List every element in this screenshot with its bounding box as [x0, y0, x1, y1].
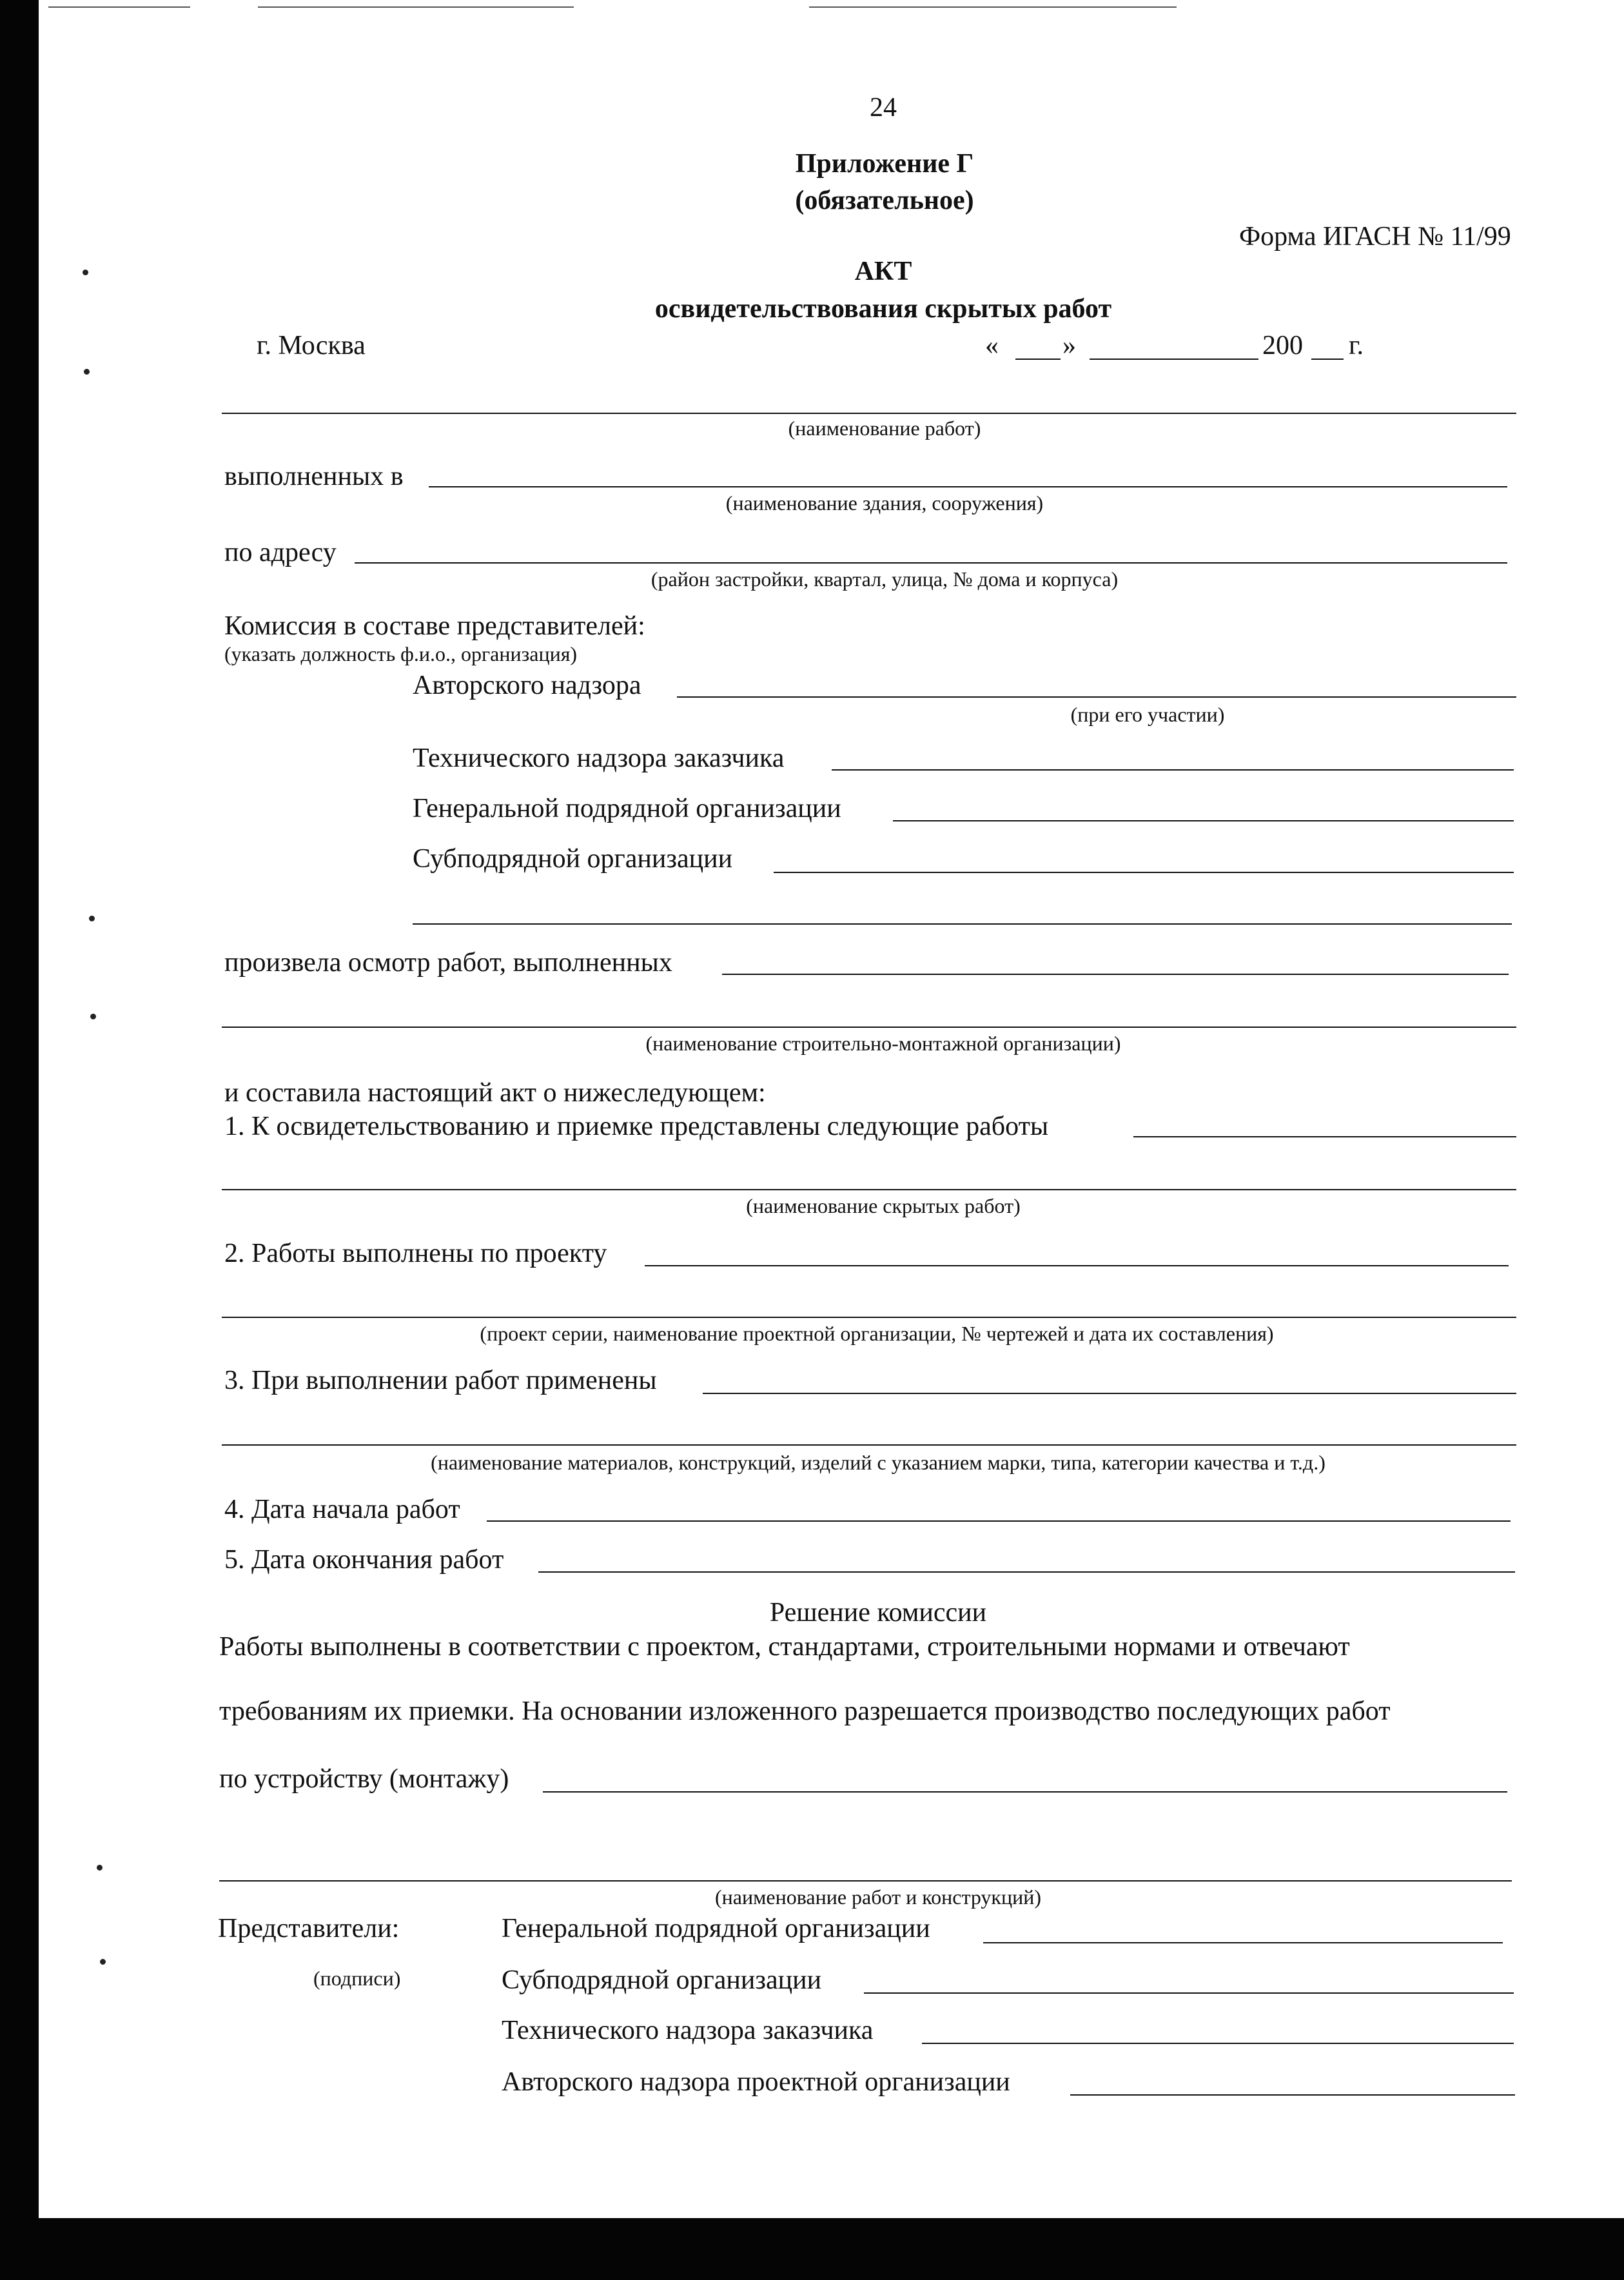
construction-org-field[interactable]: [222, 1027, 1516, 1028]
date-day-field[interactable]: [1015, 359, 1061, 360]
appendix-subtitle: (обязательное): [795, 186, 974, 215]
date-year-field[interactable]: [1311, 359, 1344, 360]
hint-construction-org: (наименование строительно-монтажной организации): [645, 1032, 1121, 1055]
scan-speck: [83, 270, 88, 275]
label-representatives: Представители:: [218, 1914, 400, 1943]
address-field[interactable]: [355, 562, 1507, 564]
date-open-quote: «: [985, 331, 999, 360]
city: г. Москва: [257, 331, 366, 360]
hint-address: (район застройки, квартал, улица, № дома и корпуса): [651, 567, 1119, 591]
hint-works-constructions: (наименование работ и конструкций): [715, 1885, 1041, 1909]
label-commission: Комиссия в составе представителей:: [224, 611, 645, 641]
date-year-prefix: 200: [1262, 331, 1303, 360]
scan-artifact-line: [258, 6, 574, 8]
item5-field[interactable]: [538, 1571, 1515, 1573]
scan-speck: [89, 916, 95, 921]
label-compiled: и составила настоящий акт о нижеследующем:: [224, 1078, 766, 1108]
scan-speck: [100, 1959, 106, 1965]
label-general-contractor: Генеральной подрядной организации: [413, 794, 841, 823]
sig-general-field[interactable]: [983, 1942, 1503, 1943]
hidden-works-field[interactable]: [222, 1189, 1516, 1190]
date-year-suffix: г.: [1349, 331, 1364, 360]
decision-line2: требованиям их приемки. На основании изложенного разрешается производство последующих работ: [219, 1696, 1391, 1726]
date-month-field[interactable]: [1090, 359, 1258, 360]
commission-extra-field[interactable]: [413, 923, 1512, 925]
author-supervision-field[interactable]: [677, 696, 1516, 698]
label-sig-tech: Технического надзора заказчика: [502, 2016, 874, 2045]
scan-artifact-line: [48, 6, 190, 8]
inspection-field[interactable]: [722, 974, 1509, 975]
decision-title: Решение комиссии: [769, 1598, 987, 1627]
label-sig-author: Авторского надзора проектной организации: [502, 2067, 1010, 2097]
hint-building: (наименование здания, сооружения): [725, 491, 1044, 515]
sig-author-field[interactable]: [1070, 2094, 1515, 2096]
label-item1: 1. К освидетельствованию и приемке представлены следующие работы: [224, 1112, 1049, 1141]
date-close-quote: »: [1062, 331, 1076, 360]
scan-speck: [84, 369, 90, 375]
label-author-supervision: Авторского надзора: [413, 671, 641, 700]
item1-field[interactable]: [1133, 1136, 1516, 1137]
hint-materials: (наименование материалов, конструкций, изделий с указанием марки, типа, категории качества и т.д.): [431, 1451, 1326, 1474]
act-title: АКТ: [854, 257, 912, 286]
appendix-title: Приложение Г: [795, 149, 974, 179]
hint-signatures: (подписи): [313, 1967, 401, 1990]
page-number: 24: [870, 93, 897, 123]
decision-line3: по устройству (монтажу): [219, 1764, 509, 1794]
subcontractor-field[interactable]: [774, 872, 1514, 873]
item4-field[interactable]: [487, 1520, 1511, 1522]
scan-speck: [97, 1865, 103, 1871]
scan-border-bottom: [0, 2218, 1624, 2280]
label-item4: 4. Дата начала работ: [224, 1495, 460, 1524]
scan-speck: [90, 1014, 96, 1019]
building-field[interactable]: [429, 486, 1507, 487]
scan-border-left: [0, 0, 39, 2280]
label-tech-supervision: Технического надзора заказчика: [413, 743, 785, 773]
decision-line1: Работы выполнены в соответствии с проектом, стандартами, строительными нормами и отвечают: [219, 1632, 1350, 1662]
hint-author-presence: (при его участии): [1070, 703, 1225, 726]
scan-artifact-line: [809, 6, 1177, 8]
item3-field[interactable]: [703, 1393, 1516, 1394]
project-field[interactable]: [222, 1317, 1516, 1318]
label-inspection: произвела осмотр работ, выполненных: [224, 948, 672, 978]
label-subcontractor: Субподрядной организации: [413, 844, 733, 874]
tech-supervision-field[interactable]: [832, 769, 1514, 771]
next-works-field[interactable]: [543, 1791, 1507, 1793]
label-address: по адресу: [224, 538, 337, 567]
label-item3: 3. При выполнении работ применены: [224, 1366, 657, 1395]
hint-work-name: (наименование работ): [788, 417, 981, 440]
work-name-field[interactable]: [222, 413, 1516, 414]
item2-field[interactable]: [645, 1265, 1509, 1266]
sig-tech-field[interactable]: [922, 2043, 1514, 2044]
label-sig-general: Генеральной подрядной организации: [502, 1914, 930, 1943]
hint-hidden-works: (наименование скрытых работ): [746, 1194, 1021, 1217]
form-number: Форма ИГАСН № 11/99: [1239, 222, 1511, 251]
hint-project: (проект серии, наименование проектной организации, № чертежей и дата их составления): [480, 1322, 1274, 1345]
sig-sub-field[interactable]: [864, 1992, 1514, 1994]
hint-specify: (указать должность ф.и.о., организация): [224, 642, 578, 665]
works-constructions-field[interactable]: [219, 1880, 1512, 1882]
label-sig-sub: Субподрядной организации: [502, 1965, 822, 1995]
label-item5: 5. Дата окончания работ: [224, 1545, 504, 1575]
label-item2: 2. Работы выполнены по проекту: [224, 1239, 607, 1268]
materials-field[interactable]: [222, 1444, 1516, 1446]
general-contractor-field[interactable]: [893, 820, 1514, 821]
label-performed-in: выполненных в: [224, 462, 404, 491]
act-subtitle: освидетельствования скрытых работ: [654, 294, 1112, 324]
